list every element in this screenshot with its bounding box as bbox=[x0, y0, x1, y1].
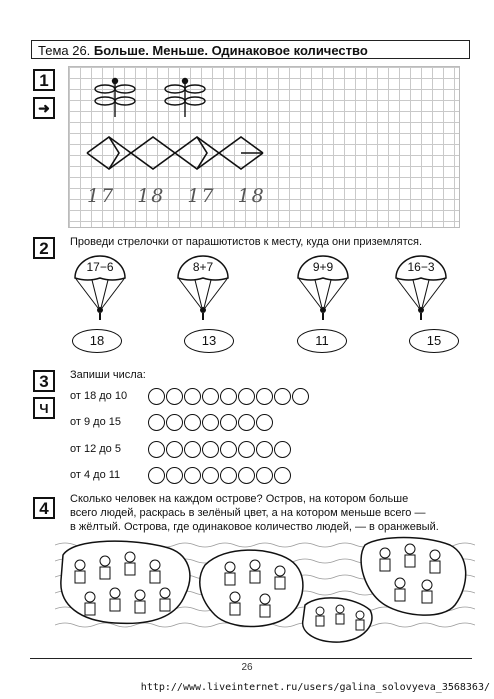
parachute-expression: 16−3 bbox=[407, 260, 435, 274]
answer-circle[interactable] bbox=[238, 441, 255, 458]
answer-circle[interactable] bbox=[292, 388, 309, 405]
source-url[interactable]: http://www.liveinternet.ru/users/galina_solovyeva_3568363/ bbox=[140, 682, 490, 693]
answer-circle[interactable] bbox=[184, 414, 201, 431]
sequence-label: от 4 до 11 bbox=[70, 469, 121, 481]
answer-circle[interactable] bbox=[238, 414, 255, 431]
parachute[interactable] bbox=[72, 254, 128, 324]
answer-circle[interactable] bbox=[166, 388, 183, 405]
landing-spot[interactable]: 11 bbox=[297, 329, 347, 353]
task-2-instruction: Проведи стрелочки от парашютистов к месту, куда они приземлятся. bbox=[70, 236, 423, 248]
sequence-label: от 18 до 10 bbox=[70, 390, 128, 402]
answer-circle[interactable] bbox=[256, 441, 273, 458]
answer-circle[interactable] bbox=[256, 467, 273, 484]
answer-circle[interactable] bbox=[220, 441, 237, 458]
written-number: 18 bbox=[237, 185, 266, 207]
sequence-label: от 9 до 15 bbox=[70, 416, 121, 428]
landing-spot[interactable]: 18 bbox=[72, 329, 122, 353]
instruction-line: Сколько человек на каждом острове? Остров, на котором больше bbox=[70, 493, 409, 505]
parachute[interactable] bbox=[175, 254, 231, 324]
topic-header bbox=[31, 40, 470, 59]
task-4-instruction bbox=[70, 492, 470, 534]
written-number: 17 bbox=[187, 185, 216, 207]
answer-circle[interactable] bbox=[202, 441, 219, 458]
topic-prefix: Тема 26. bbox=[38, 43, 91, 58]
island-4 bbox=[361, 538, 466, 616]
islands-illustration bbox=[55, 535, 475, 645]
answer-circle[interactable] bbox=[184, 441, 201, 458]
answer-circle[interactable] bbox=[274, 467, 291, 484]
answer-circle[interactable] bbox=[274, 388, 291, 405]
answer-circle[interactable] bbox=[274, 441, 291, 458]
page-number: 26 bbox=[241, 662, 253, 673]
task-3-sub-mark: Ч bbox=[33, 397, 55, 419]
circle-row[interactable] bbox=[148, 388, 310, 410]
task-4-number: 4 bbox=[33, 497, 55, 519]
task-1-number: 1 bbox=[33, 69, 55, 91]
task-2-number: 2 bbox=[33, 237, 55, 259]
dragonfly-icon bbox=[165, 79, 205, 118]
answer-circle[interactable] bbox=[148, 467, 165, 484]
answer-circle[interactable] bbox=[166, 441, 183, 458]
parachute-expression: 9+9 bbox=[312, 260, 334, 274]
answer-circle[interactable] bbox=[166, 467, 183, 484]
written-numbers bbox=[87, 185, 297, 207]
answer-circle[interactable] bbox=[184, 467, 201, 484]
written-number: 17 bbox=[87, 185, 116, 207]
circle-row[interactable] bbox=[148, 467, 292, 489]
answer-circle[interactable] bbox=[202, 414, 219, 431]
dragonfly-icon bbox=[95, 79, 135, 118]
task-3-instruction: Запиши числа: bbox=[70, 369, 146, 381]
parachute[interactable] bbox=[393, 254, 449, 324]
answer-circle[interactable] bbox=[202, 388, 219, 405]
answer-circle[interactable] bbox=[220, 388, 237, 405]
written-number: 18 bbox=[137, 185, 166, 207]
task-3-number: 3 bbox=[33, 370, 55, 392]
answer-circle[interactable] bbox=[184, 388, 201, 405]
answer-circle[interactable] bbox=[202, 467, 219, 484]
parachute-expression: 8+7 bbox=[192, 260, 214, 274]
instruction-line: в жёлтый. Острова, где одинаковое количество людей, — в оранжевый. bbox=[70, 521, 439, 533]
answer-circle[interactable] bbox=[238, 467, 255, 484]
answer-circle[interactable] bbox=[166, 414, 183, 431]
sequence-label: от 12 до 5 bbox=[70, 443, 121, 455]
topic-title: Больше. Меньше. Одинаковое количество bbox=[93, 43, 368, 58]
answer-circle[interactable] bbox=[220, 467, 237, 484]
answer-circle[interactable] bbox=[238, 388, 255, 405]
answer-circle[interactable] bbox=[256, 414, 273, 431]
parachute[interactable] bbox=[295, 254, 351, 324]
footer-divider bbox=[30, 658, 472, 659]
landing-spot[interactable]: 13 bbox=[184, 329, 234, 353]
circle-row[interactable] bbox=[148, 441, 292, 463]
answer-circle[interactable] bbox=[256, 388, 273, 405]
circle-row[interactable] bbox=[148, 414, 274, 436]
arrow-right-icon: ➜ bbox=[33, 97, 55, 119]
instruction-line: всего людей, раскрась в зелёный цвет, а на котором меньше всего — bbox=[70, 507, 426, 519]
answer-circle[interactable] bbox=[148, 441, 165, 458]
answer-circle[interactable] bbox=[148, 414, 165, 431]
task-1-grid[interactable] bbox=[68, 66, 460, 228]
answer-circle[interactable] bbox=[148, 388, 165, 405]
parachute-expression: 17−6 bbox=[86, 260, 114, 274]
answer-circle[interactable] bbox=[220, 414, 237, 431]
landing-spot[interactable]: 15 bbox=[409, 329, 459, 353]
